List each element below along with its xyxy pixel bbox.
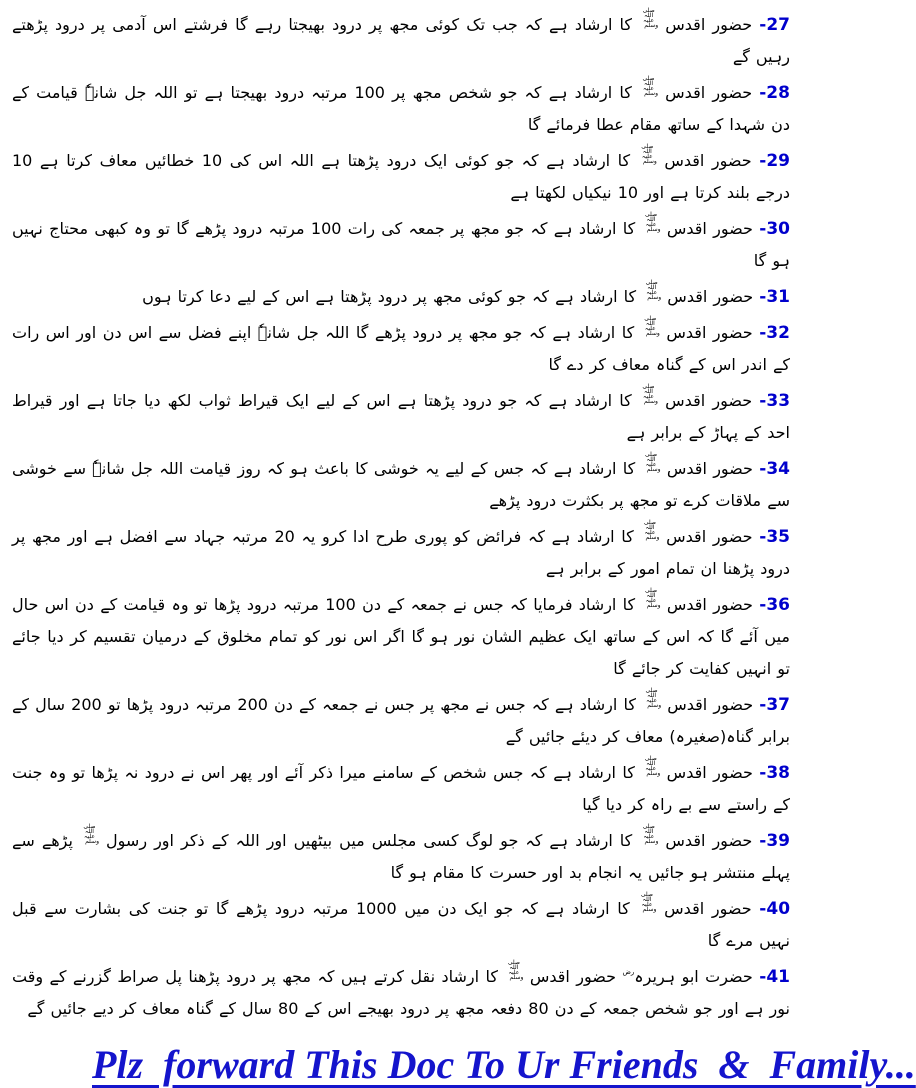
item-text-pre: حضور اقدس xyxy=(664,899,752,918)
saw-calligraphy-icon: صلی اللہ علیہ وسلم xyxy=(645,451,661,473)
hadith-item-29 xyxy=(12,144,790,209)
saw-calligraphy-icon: صلی اللہ علیہ وسلم xyxy=(507,959,524,981)
saw-calligraphy-icon: صلی اللہ علیہ وسلم xyxy=(642,7,659,29)
saw-calligraphy-icon: صلی اللہ علیہ وسلم xyxy=(645,279,662,301)
item-text-pre: حضور اقدس xyxy=(665,391,753,410)
item-text: کا ارشاد ہے کہ جو مجھ پر جمعہ کی رات 100 مرتبہ درود پڑھے گا تو وہ کبھی محتاج نہیں ہو گا xyxy=(12,219,790,270)
item-text-pre: حضور اقدس xyxy=(666,323,753,342)
saw-calligraphy-icon: صلی اللہ علیہ وسلم xyxy=(83,823,99,845)
item-text-pre: حضور اقدس xyxy=(665,831,753,850)
item-number: 32- xyxy=(759,323,790,343)
item-text: کا ارشاد ہے کہ جو مجھ پر درود پڑھے گا اللہ جل شانہٗ اپنے فضل سے اس دن اور اس رات کے اندر اس کے گناہ معاف کر دے گا xyxy=(12,323,790,374)
item-number: 39- xyxy=(759,831,790,851)
saw-calligraphy-icon: صلی اللہ علیہ وسلم xyxy=(643,519,660,541)
item-number: 29- xyxy=(759,151,791,171)
item-text: کا ارشاد ہے کہ جو کوئی ایک درود پڑھتا ہے اللہ اس کی 10 خطائیں معاف کرتا ہے 10 درجے بلند کرتا ہے اور 10 نیکیاں لکھتا ہے xyxy=(12,151,790,202)
item-text-pre: حضور اقدس xyxy=(665,83,753,102)
item-text-pre: حضور اقدس xyxy=(666,219,753,238)
item-number: 28- xyxy=(759,83,790,103)
radiallahu-anhu-icon: رض xyxy=(622,968,635,976)
item-text-pre: حضور اقدس xyxy=(664,151,752,170)
item-text-pre: حضور اقدس xyxy=(667,287,754,306)
item-text: کا ارشاد ہے کہ جس کے لیے یہ خوشی کا باعث ہو کہ روز قیامت اللہ جل شانہٗ سے خوشی سے ملاقات کرے تو مجھ پر بکثرت درود پڑھے xyxy=(12,459,790,510)
saw-calligraphy-icon: صلی اللہ علیہ وسلم xyxy=(644,755,661,777)
item-text: کا ارشاد ہے کہ جب تک کوئی مجھ پر درود بھیجتا رہے گا فرشتے اس آدمی پر درود پڑھتے رہیں گے xyxy=(12,15,790,66)
item-number: 36- xyxy=(759,595,791,615)
hadith-item-33 xyxy=(12,384,790,449)
hadith-item-30 xyxy=(12,212,790,277)
item-text-pre: حضور اقدس xyxy=(666,459,753,478)
item-text: کا ارشاد ہے کہ جو کوئی مجھ پر درود پڑھتا ہے اس کے لیے دعا کرتا ہوں xyxy=(142,287,637,306)
item-text-pre: حضور اقدس xyxy=(667,695,754,714)
saw-calligraphy-icon: صلی اللہ علیہ وسلم xyxy=(645,687,662,709)
item-text-pre: حضور اقدس xyxy=(666,595,753,614)
hadith-item-27 xyxy=(12,8,790,73)
item-text: کا ارشاد ہے کہ جس نے مجھ پر جس نے جمعہ کے دن 200 مرتبہ درود پڑھا تو 200 سال کے برابر گناہ(صغیرہ) معاف کر دیئے جائیں گے xyxy=(12,695,790,746)
item-text: کا ارشاد ہے کہ فرائض کو پوری طرح ادا کرو یہ 20 مرتبہ جہاد سے افضل ہے اور مجھ پر درود پڑھنا ان تمام امور کے برابر ہے xyxy=(12,527,790,578)
item-text: کا ارشاد ہے کہ جو درود پڑھتا ہے اس کے لیے ایک قیراط ثواب لکھ دیا جاتا ہے اور قیراط احد کے پہاڑ کے برابر ہے xyxy=(12,391,790,442)
item-number: 30- xyxy=(759,219,790,239)
item-number: 37- xyxy=(759,695,790,715)
hadith-item-40 xyxy=(12,892,790,957)
item-number: 34- xyxy=(759,459,790,479)
item-number: 27- xyxy=(759,15,791,35)
saw-calligraphy-icon: صلی اللہ علیہ وسلم xyxy=(644,315,660,337)
item-text: پڑھے سے پہلے منتشر ہو جائیں یہ انجام بد اور حسرت کا مقام ہو گا xyxy=(12,831,790,882)
item-text-pre2: حضور اقدس xyxy=(529,967,617,986)
hadith-item-39 xyxy=(12,824,790,889)
item-number: 35- xyxy=(759,527,790,547)
hadith-item-38 xyxy=(12,756,790,821)
hadith-item-34 xyxy=(12,452,790,517)
item-text-pre: حضور اقدس xyxy=(666,763,753,782)
saw-calligraphy-icon: صلی اللہ علیہ وسلم xyxy=(641,143,657,165)
item-number: 31- xyxy=(759,287,790,307)
item-text: کا ارشاد نقل کرتے ہیں کہ مجھ پر درود پڑھنا پل صراط گزرنے کے وقت نور ہے اور جو شخص جمعہ کے دن 80 دفعہ مجھ پر درود بھیجے اس کے 80 سال کے گناہ معاف کر دیے جائیں گے xyxy=(12,967,790,1018)
hadith-item-35 xyxy=(12,520,790,585)
item-text-mid: کا ارشاد ہے کہ جو لوگ کسی مجلس میں بیٹھیں اور اللہ کے ذکر اور رسول xyxy=(106,831,633,850)
item-text: کا ارشاد ہے کہ جو ایک دن میں 1000 مرتبہ درود پڑھے گا تو جنت کی بشارت سے قبل نہیں مرے گا xyxy=(12,899,790,950)
saw-calligraphy-icon: صلی اللہ علیہ وسلم xyxy=(640,891,657,913)
item-number: 38- xyxy=(759,763,790,783)
saw-calligraphy-icon: صلی اللہ علیہ وسلم xyxy=(642,823,659,845)
item-text-pre: حضور اقدس xyxy=(666,527,753,546)
item-number: 41- xyxy=(759,967,790,987)
footer-forward-message: Plz forward This Doc To Ur Friends & Family... xyxy=(92,1042,916,1087)
item-text: کا ارشاد فرمایا کہ جس نے جمعہ کے دن 100 مرتبہ درود پڑھا تو وہ قیامت کے دن اس حال میں آئے گا کہ اس کے ساتھ ایک عظیم الشان نور ہو گا اگر اس نور کو تمام مخلوق کے درمیان تقسیم کر دیا جائے تو انہیں کفایت کر جائے گا xyxy=(12,595,790,678)
saw-calligraphy-icon: صلی اللہ علیہ وسلم xyxy=(642,75,658,97)
hadith-item-28 xyxy=(12,76,790,141)
saw-calligraphy-icon: صلی اللہ علیہ وسلم xyxy=(644,587,661,609)
hadith-item-37 xyxy=(12,688,790,753)
saw-calligraphy-icon: صلی اللہ علیہ وسلم xyxy=(642,383,658,405)
hadith-item-36 xyxy=(12,588,790,685)
hadith-item-41 xyxy=(12,960,790,1025)
saw-calligraphy-icon: صلی اللہ علیہ وسلم xyxy=(644,211,661,233)
hadith-item-32 xyxy=(12,316,790,381)
item-text-pre: حضرت ابو ہریرہ xyxy=(634,967,753,986)
item-text: کا ارشاد ہے کہ جس شخص کے سامنے میرا ذکر آئے اور پھر اس نے درود نہ پڑھا تو وہ جنت کے راستے سے بے راہ کر دیا گیا xyxy=(12,763,790,814)
hadith-item-31 xyxy=(12,280,790,313)
item-number: 33- xyxy=(759,391,791,411)
item-number: 40- xyxy=(759,899,791,919)
item-text-pre: حضور اقدس xyxy=(665,15,753,34)
item-text: کا ارشاد ہے کہ جو شخص مجھ پر 100 مرتبہ درود بھیجتا ہے تو اللہ جل شانہٗ قیامت کے دن شہدا کے ساتھ مقام عطا فرمائے گا xyxy=(12,83,790,134)
